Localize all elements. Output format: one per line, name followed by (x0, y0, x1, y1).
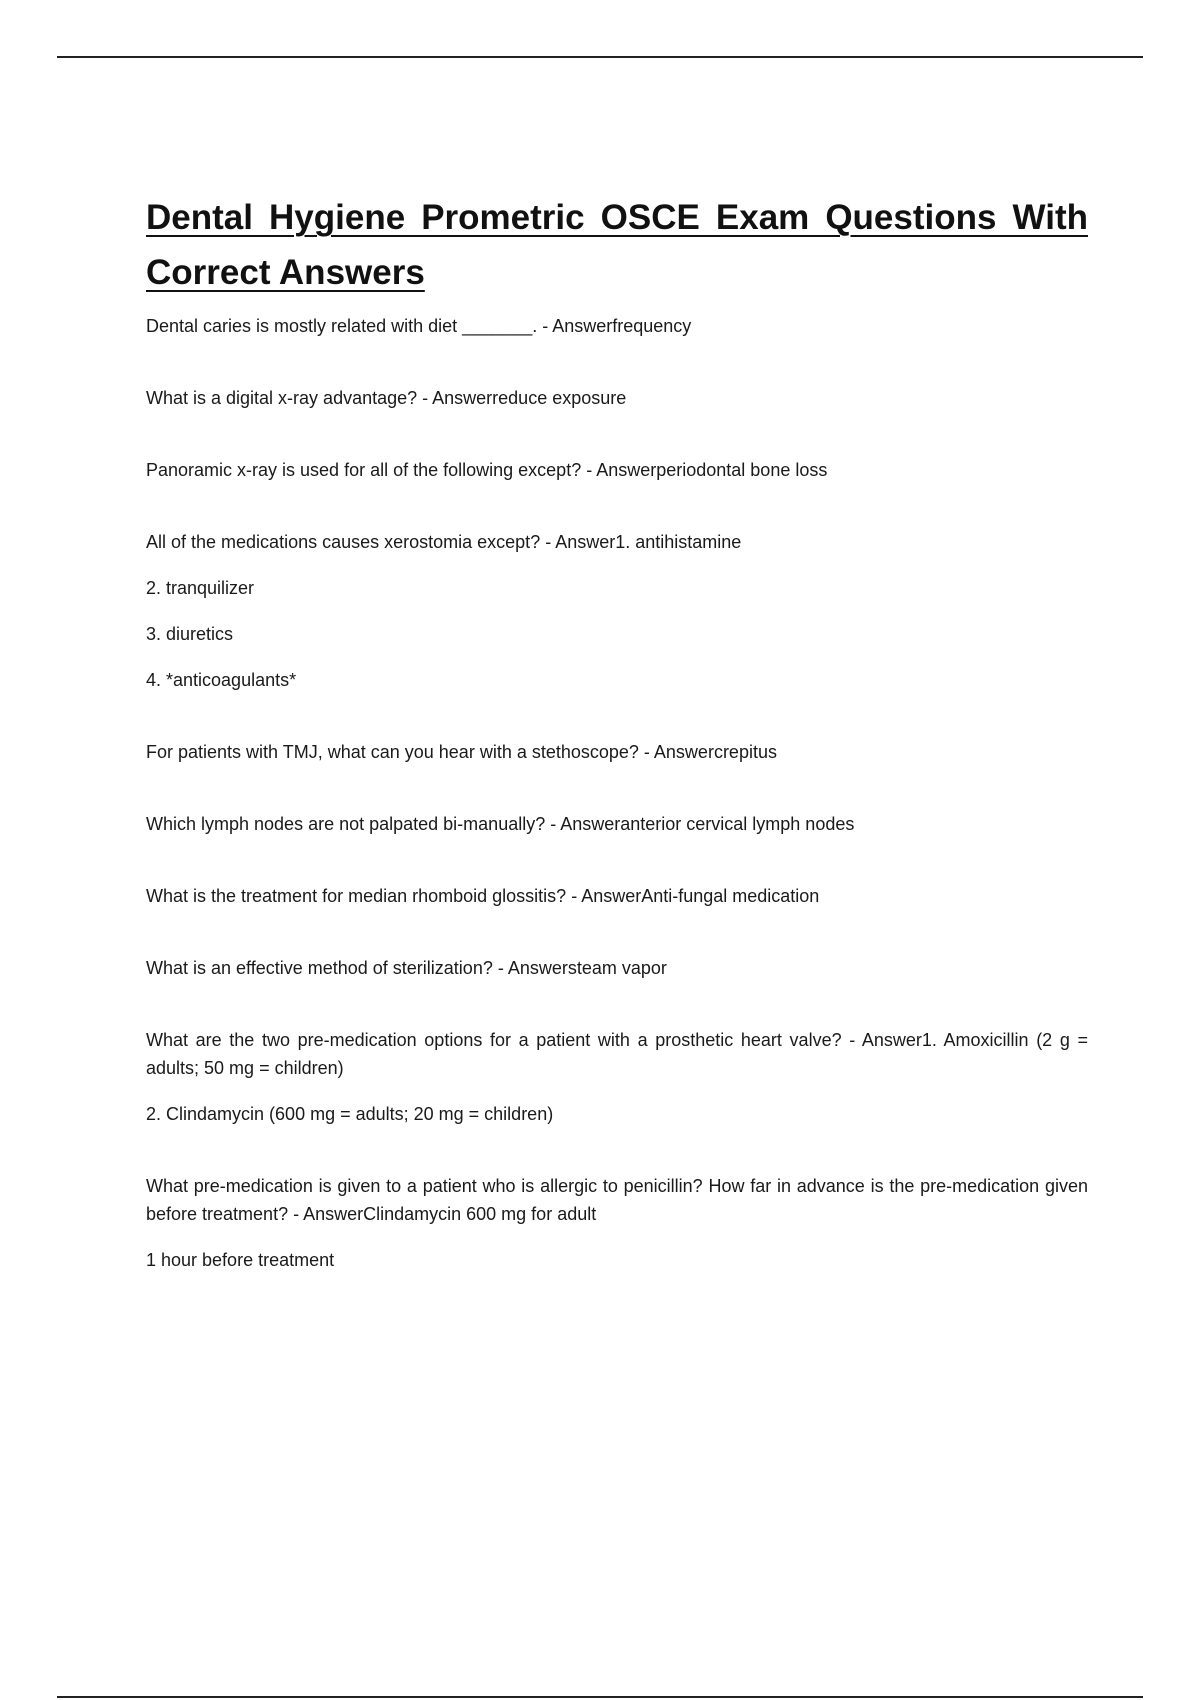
qa-line: Dental caries is mostly related with diet _______. - Answerfrequency (146, 316, 692, 336)
qa-line: What is a digital x-ray advantage? - Answerreduce exposure (146, 388, 627, 408)
qa-item (146, 456, 1088, 484)
qa-line: 2. tranquilizer (146, 578, 255, 598)
qa-line: All of the medications causes xerostomia except? - Answer1. antihistamine (146, 532, 742, 552)
qa-line: For patients with TMJ, what can you hear with a stethoscope? - Answercrepitus (146, 742, 777, 762)
header-rule (57, 56, 1143, 58)
qa-line: What is the treatment for median rhomboid glossitis? - AnswerAnti-fungal medication (146, 886, 820, 906)
qa-line: 2. Clindamycin (600 mg = adults; 20 mg = children) (146, 1104, 554, 1124)
qa-item (146, 1172, 1088, 1274)
footer-rule (57, 1696, 1143, 1698)
qa-line: 3. diuretics (146, 624, 234, 644)
qa-item (146, 384, 1088, 412)
qa-item (146, 882, 1088, 910)
document-title: Dental Hygiene Prometric OSCE Exam Questions With Correct Answers (146, 198, 1088, 292)
qa-line: Which lymph nodes are not palpated bi-manually? - Answeranterior cervical lymph nodes (146, 814, 855, 834)
qa-item (146, 528, 1088, 694)
qa-line: 4. *anticoagulants* (146, 670, 297, 690)
qa-item (146, 312, 1088, 340)
qa-line: What is an effective method of sterilization? - Answersteam vapor (146, 958, 667, 978)
qa-item (146, 738, 1088, 766)
qa-item (146, 1026, 1088, 1128)
document-body (146, 190, 1088, 1274)
qa-item (146, 954, 1088, 982)
qa-item (146, 810, 1088, 838)
qa-line: What pre-medication is given to a patient who is allergic to penicillin? How far in advance is the pre-medication given before treatment? - AnswerClindamycin 600 mg for adult (146, 1176, 1088, 1224)
qa-line: 1 hour before treatment (146, 1250, 335, 1270)
qa-line: What are the two pre-medication options for a patient with a prosthetic heart valve? - Answer1. Amoxicillin (2 g = adults; 50 mg = children) (146, 1030, 1088, 1078)
qa-line: Panoramic x-ray is used for all of the following except? - Answerperiodontal bone loss (146, 460, 828, 480)
